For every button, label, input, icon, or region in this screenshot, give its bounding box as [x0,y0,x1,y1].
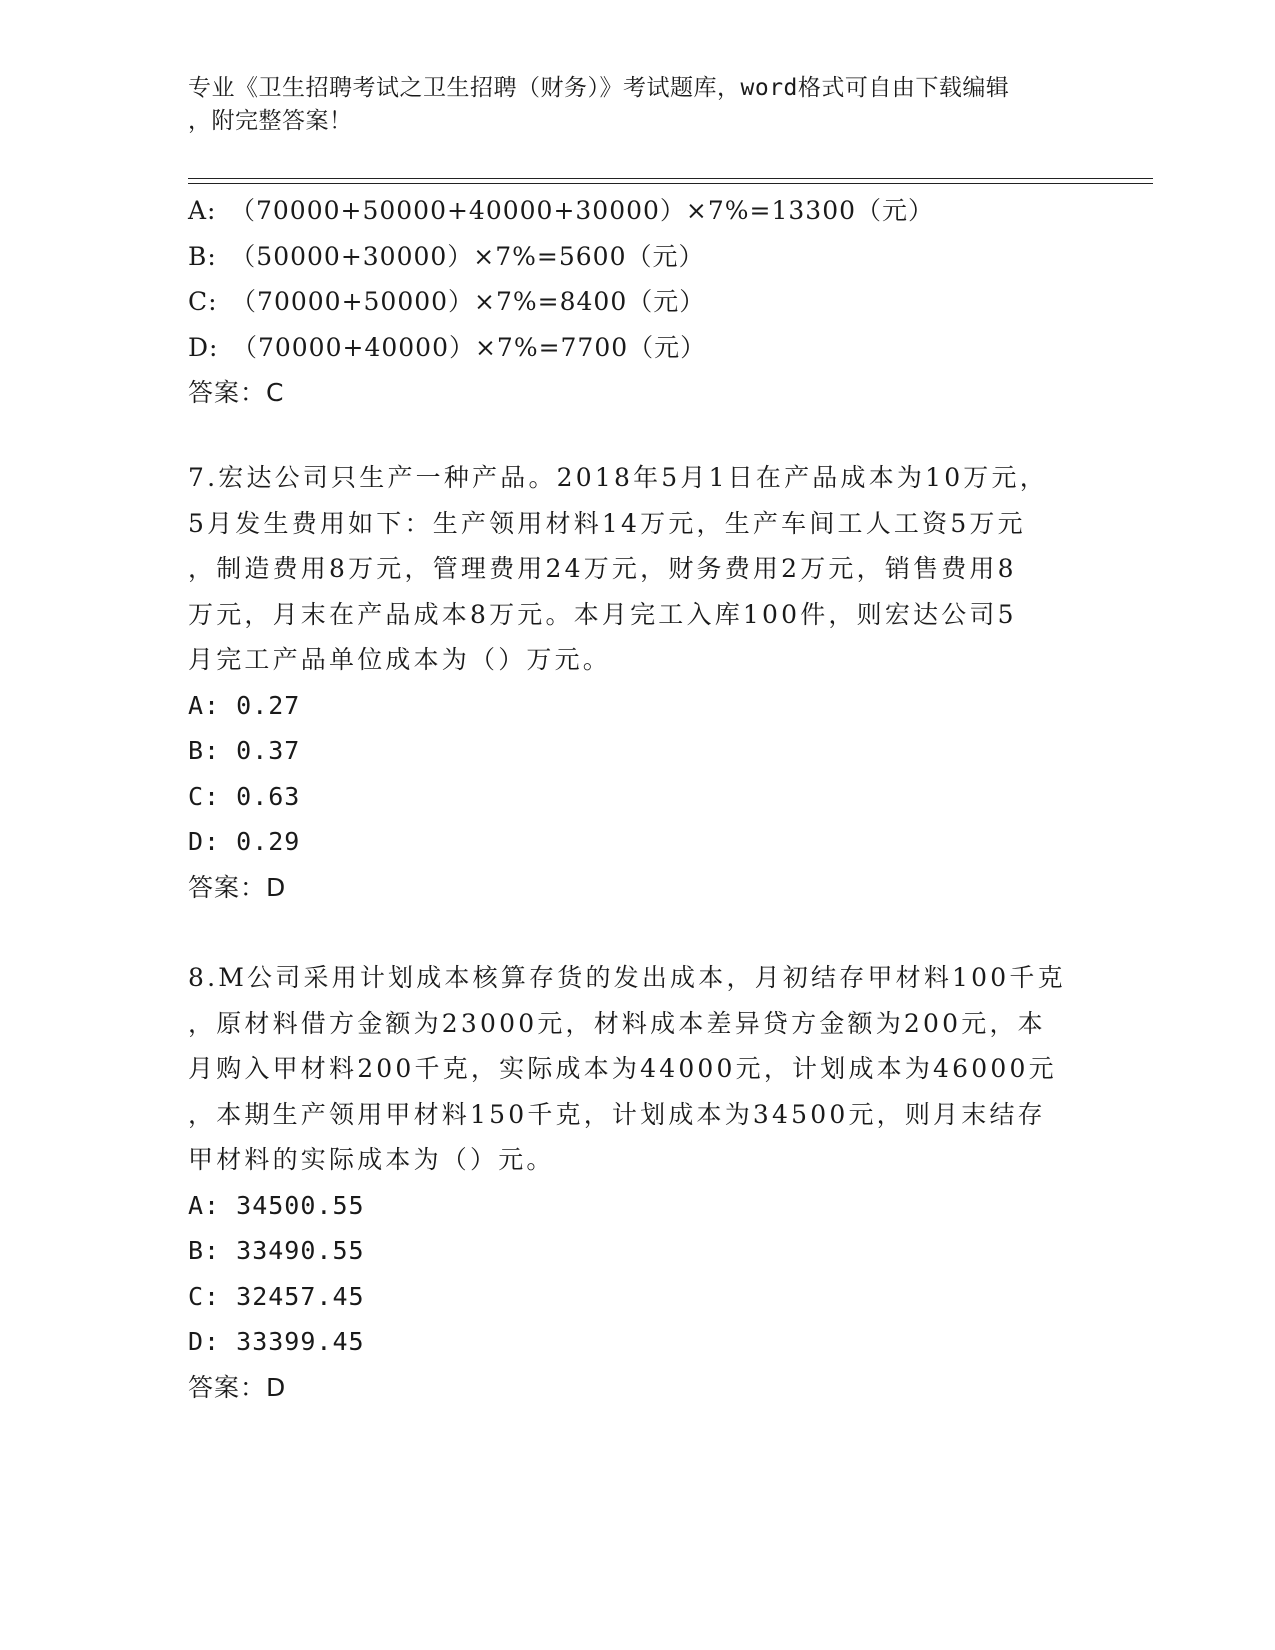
q8-option-a: A: 34500.55 [188,1190,365,1220]
q8-answer: 答案：D [188,1372,287,1402]
q7-option-b: B: 0.37 [188,736,301,765]
q7-stem-line-3: ，制造费用8万元，管理费用24万元，财务费用2万元，销售费用8 [188,554,1017,583]
q6-answer: 答案：C [188,378,285,407]
q7-option-c: C: 0.63 [188,781,301,811]
q8-stem-line-5: 甲材料的实际成本为（）元。 [188,1145,555,1174]
q7-stem-line-5: 月完工产品单位成本为（）万元。 [188,645,612,674]
q8-option-d: D: 33399.45 [188,1327,365,1356]
page-header [188,72,1088,138]
q7-stem-line-1: 7.宏达公司只生产一种产品。2018年5月1日在产品成本为10万元， [188,463,1048,492]
q8-stem [188,955,1088,1183]
q6-option-a: A: （70000+50000+40000+30000）×7%=13300（元） [188,196,935,225]
q6-option-d: D: （70000+40000）×7%=7700（元） [188,332,707,362]
header-divider-bottom [188,183,1153,184]
q6-option-b: B: （50000+30000）×7%=5600（元） [188,241,705,271]
q8-stem-line-2: ，原材料借方金额为23000元，材料成本差异贷方金额为200元，本 [188,1008,1046,1038]
q7-stem-line-4: 万元，月末在产品成本8万元。本月完工入库100件，则宏达公司5 [188,599,1017,629]
question-6 [188,188,1088,416]
q8-stem-line-1: 8.M公司采用计划成本核算存货的发出成本，月初结存甲材料100千克 [188,963,1066,992]
q7-option-d: D: 0.29 [188,827,301,856]
question-7 [188,455,1088,910]
q6-option-c: C: （70000+50000）×7%=8400（元） [188,287,706,316]
header-line-1: 专业《卫生招聘考试之卫生招聘（财务）》考试题库，word格式可自由下载编辑 [188,75,1010,101]
header-divider-top [188,178,1153,179]
q7-stem [188,455,1088,683]
q7-answer: 答案：D [188,872,287,902]
q8-stem-line-3: 月购入甲材料200千克，实际成本为44000元，计划成本为46000元 [188,1054,1057,1083]
header-line-2: ，附完整答案！ [188,108,353,134]
question-8 [188,955,1088,1410]
q7-stem-line-2: 5月发生费用如下：生产领用材料14万元，生产车间工人工资5万元 [188,508,1026,538]
q8-stem-line-4: ，本期生产领用甲材料150千克，计划成本为34500元，则月末结存 [188,1099,1046,1129]
q8-option-b: B: 33490.55 [188,1236,365,1265]
q7-option-a: A: 0.27 [188,690,301,720]
q8-option-c: C: 32457.45 [188,1281,365,1311]
